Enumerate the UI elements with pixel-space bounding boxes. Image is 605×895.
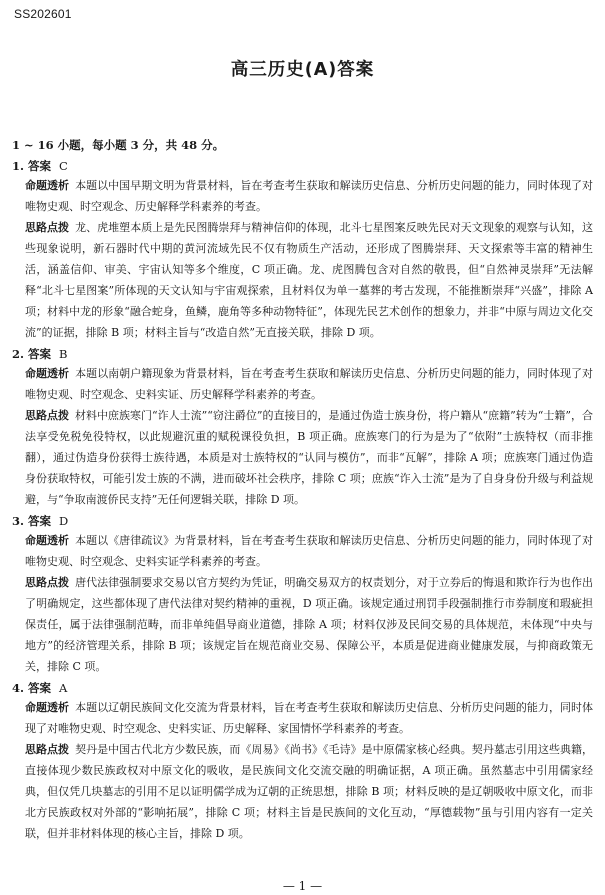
answer-label: 答案 [28,347,52,361]
hint-paragraph [12,405,593,510]
analysis-text: 本题以中国早期文明为背景材料，旨在考查考生获取和解读历史信息、分析历史问题的能力，同时体现了对唯物史观、时空观念、历史解释学科素养的考查。 [25,179,594,213]
analysis-label: 命题透析 [25,534,70,547]
analysis-text: 本题以南朝户籍现象为背景材料，旨在考查考生获取和解读历史信息、分析历史问题的能力，同时体现了对唯物史观、时空观念、史料实证、历史解释学科素养的考查。 [25,367,594,401]
hint-paragraph [12,739,593,844]
page-number: — 1 — [282,879,323,893]
answer-choice: C [59,159,68,173]
section-intro: 1 ~ 16 小题，每小题 3 分，共 48 分。 [12,138,225,152]
answer-choice: A [59,681,68,695]
analysis-label: 命题透析 [25,367,70,380]
question-number: 2. [12,347,25,361]
hint-paragraph [12,217,593,343]
answer-choice: D [59,514,69,528]
answer-content [12,136,593,846]
hint-label: 思路点拨 [25,743,70,756]
hint-text: 龙、虎堆塑本质上是先民图腾崇拜与精神信仰的体现，北斗七星图案反映先民对天文现象的观察与认知，这些现象说明，新石器时代中期的黄河流域先民不仅有物质生产活动，还形成了图腾崇拜、天文探索等丰富的精神生活，涵盖信仰、审美、宇宙认知等多个维度，C 项正确。龙、虎图腾包含对自然的敬畏，但“自然神灵崇拜”无法解释“北斗七星图案”所体现的天文认知与宇宙观探索，且材料仅为单一墓葬的考古发现，不能推断崇拜“兴盛”，排除 A 项；材料中龙的形象“融合蛇身，鱼鳞，鹿角等多种动物特征”，体现先民艺术创作的想象力，并非“中原与周边文化交流”的证据，排除 B 项；材料主旨与“改造自然”无直接关联，排除 D 项。 [25,221,594,339]
analysis-paragraph [12,530,593,572]
question-block [12,157,593,343]
question-number: 3. [12,514,25,528]
question-block [12,679,593,844]
question-list [12,157,593,844]
question-block [12,512,593,677]
answer-choice: B [59,347,68,361]
analysis-label: 命题透析 [25,701,70,714]
question-answer-line [12,679,593,697]
page-title: 高三历史(A)答案 [230,60,375,80]
question-answer-line [12,157,593,175]
analysis-paragraph [12,175,593,217]
hint-text: 材料中庶族寒门“诈人士流”“窃注爵位”的直接目的，是通过伪造士族身份，将户籍从“庶籍”转为“士籍”，合法享受免税免役特权，以此规避沉重的赋税课役负担，B 项正确。庶族寒门的行为是为了“依附”士族特权（而非推翻），通过伪造身份获得士族待遇，本质是对士族特权的“认同与模仿”，而非“瓦解”，排除 A 项；庶族寒门通过伪造身份获取特权，可能引发士族的不满，进而破坏社会秩序，排除 C 项；庶族“诈入士流”是为了自身身份升级与利益规避，与“争取南渡侨民支持”无任何逻辑关联，排除 D 项。 [25,409,593,506]
hint-label: 思路点拨 [25,576,70,589]
hint-text: 唐代法律强制要求交易以官方契约为凭证，明确交易双方的权责划分，对于立券后的悔退和欺诈行为也作出了明确规定，这些都体现了唐代法律对契约精神的重视，D 项正确。该规定通过刑罚手段强制推行市券制度和瑕疵担保责任，属于法律强制范畴，而非单纯倡导商业道德，排除 A 项；材料仅涉及民间交易的具体规范，未体现“中央与地方”的经济管理关系，排除 B 项；该规定旨在规范商业交易、保障公平，本质是促进商业健康发展，与抑商政策无关，排除 C 项。 [25,576,594,673]
analysis-label: 命题透析 [25,179,70,192]
answer-label: 答案 [28,514,52,528]
hint-paragraph [12,572,593,677]
question-block [12,345,593,510]
hint-label: 思路点拨 [25,409,69,422]
question-answer-line [12,345,593,363]
question-number: 1. [12,159,25,173]
answer-label: 答案 [28,159,52,173]
analysis-text: 本题以《唐律疏议》为背景材料，旨在考查考生获取和解读历史信息、分析历史问题的能力，同时体现了对唯物史观、时空观念、史料实证学科素养的考查。 [25,534,594,568]
hint-label: 思路点拨 [25,221,70,234]
analysis-paragraph [12,363,593,405]
document-code: SS202601 [14,7,72,21]
question-number: 4. [12,681,25,695]
analysis-paragraph [12,697,593,739]
question-answer-line [12,512,593,530]
hint-text: 契丹是中国古代北方少数民族，而《周易》《尚书》《毛诗》是中原儒家核心经典。契丹墓志引用这些典籍，直接体现少数民族政权对中原文化的吸收，是民族间文化交流交融的明确证据，A 项正确。虽然墓志中引用儒家经典，但仅凭几块墓志的引用不足以证明儒学成为辽朝的正统思想，排除 B 项；材料反映的是辽朝吸收中原文化，而非北方民族政权对外部的“影响拓展”，排除 C 项；材料主旨是民族间的文化互动，“厚德载物”虽与引用内容有一定关联，但并非材料体现的核心主旨，排除 D 项。 [25,743,593,840]
answer-label: 答案 [28,681,52,695]
analysis-text: 本题以辽朝民族间文化交流为背景材料，旨在考查考生获取和解读历史信息、分析历史问题的能力，同时体现了对唯物史观、时空观念、史料实证、历史解释、家国情怀学科素养的考查。 [25,701,594,735]
